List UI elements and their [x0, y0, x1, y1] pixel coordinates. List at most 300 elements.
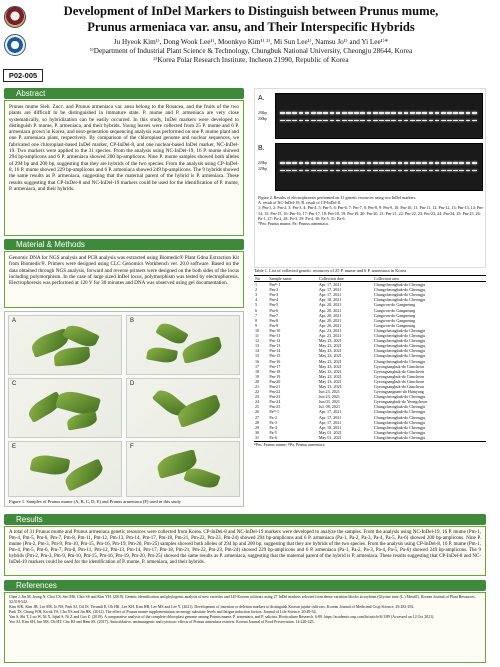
affiliation-1: ¹⁾Department of Industrial Plant Science & Technology, Chungbuk National University, Cheongju 28644, Korea: [89, 46, 413, 55]
gel-band: [336, 170, 341, 172]
gel-band: [360, 120, 365, 122]
leaf-shape: [146, 346, 178, 365]
collection-date-cell: May 23, 2021: [318, 368, 342, 374]
gel-b-label: B.: [258, 145, 265, 152]
figure-1: [4, 311, 244, 507]
gel-band: [466, 170, 471, 172]
gel-band: [422, 170, 427, 172]
collection-date-cell: May 23, 2021: [318, 353, 342, 359]
gel-band: [305, 170, 310, 172]
photo-label-f: F: [130, 444, 134, 450]
sample-name-cell: Pm-16: [269, 358, 281, 364]
no-cell: 2: [255, 287, 258, 293]
sample-name-cell: Pm-3: [269, 292, 279, 298]
gel-band: [379, 120, 384, 122]
gel-band: [385, 112, 390, 114]
collection-area-cell: Chungcheongbuk-do Cheongju: [373, 409, 426, 415]
no-cell: 16: [255, 358, 260, 364]
gel-band: [385, 120, 390, 122]
leaf-shape: [30, 453, 71, 477]
gel-band: [472, 162, 477, 164]
methods-text: Genomic DNA for NGS analysis and PCR analysis was extracted using Biomedic® Plant Gdna Extraction Kit from Biomedic®. Primers were designed using CLC Genomics Workbench ver. 20.0 software. Based on the data obtained through NGS analysis, forward and reverse primers were designed on the both sides of the locus including polymorphism. In the case of large sized InDel locus, polymorphism was tested by electrophoresis. Electrophoresis was performed at 120 V for 30 minutes and DNA was observed using gel documentation.: [9, 255, 239, 287]
gel-band: [416, 170, 421, 172]
sample-name-cell: Pm-22: [269, 389, 281, 395]
collection-date-cell: Apr. 20, 2021: [318, 317, 342, 323]
gel-band: [441, 162, 446, 164]
collection-date-cell: May 23, 2021: [318, 348, 342, 354]
sample-name-cell: Pm-15: [269, 353, 281, 359]
collection-date-cell: May 23, 2021: [318, 383, 342, 389]
gel-band: [317, 120, 322, 122]
table-1: [254, 275, 486, 511]
collection-area-cell: Chungcheongbuk-do Cheongju: [373, 419, 426, 425]
gel-band: [441, 120, 446, 122]
author-list: Ju Hyeok Kim¹⁾, Dong Wook Lee¹⁾, Moonkyo Kim¹⁾ ²⁾, Mi Sun Lee¹⁾, Namsu Jo¹⁾ and Yi Lee¹⁾*: [113, 38, 389, 46]
collection-date-cell: Jun 03, 2021: [318, 399, 340, 405]
leaf-shape: [53, 346, 90, 366]
gel-band: [286, 170, 291, 172]
collection-date-cell: May 23, 2021: [318, 363, 342, 369]
collection-date-cell: Apr. 23, 2021: [318, 327, 342, 333]
sample-photo-e: [8, 441, 122, 497]
sample-name-cell: Pm-4: [269, 297, 279, 303]
gel-band: [348, 120, 353, 122]
collection-date-cell: May 23, 2021: [318, 338, 342, 344]
gel-band: [391, 170, 396, 172]
gel-band: [367, 162, 372, 164]
collection-area-cell: Gangwon-do Gangneung: [373, 317, 416, 323]
gel-band: [317, 112, 322, 114]
sample-name-cell: Pm-20: [269, 378, 281, 384]
collection-date-cell: May 01, 2021: [318, 434, 342, 440]
gel-band: [280, 170, 285, 172]
leaf-shape: [175, 394, 223, 428]
gel-band: [435, 112, 440, 114]
leaf-shape: [183, 465, 220, 492]
gel-band: [447, 162, 452, 164]
gel-band: [429, 170, 434, 172]
gel-band: [323, 162, 328, 164]
gel-band: [330, 120, 335, 122]
gel-band: [379, 162, 384, 164]
gel-band: [441, 112, 446, 114]
gel-band: [305, 112, 310, 114]
gel-band: [336, 162, 341, 164]
collection-area-cell: Gyeongsangbuk-do Gimcheon: [373, 373, 425, 379]
collection-date-cell: May 01, 2021: [318, 429, 342, 435]
sample-name-cell: Pm-2: [269, 287, 279, 293]
collection-date-cell: Apr. 18, 2021: [318, 297, 342, 303]
gel-band: [305, 120, 310, 122]
gel-band: [299, 162, 304, 164]
collection-date-cell: May 23, 2021: [318, 343, 342, 349]
no-cell: 15: [255, 353, 260, 359]
sample-photo-d: [126, 378, 240, 438]
no-cell: 6: [255, 307, 258, 313]
collection-area-cell: Chungcheongbuk-do Cheongju: [373, 297, 426, 303]
gel-band: [435, 162, 440, 164]
gel-band: [299, 120, 304, 122]
collection-date-cell: Apr. 17, 2021: [318, 414, 342, 420]
gel-band: [292, 162, 297, 164]
gel-band: [311, 112, 316, 114]
no-cell: 28: [255, 419, 260, 425]
collection-date-cell: Apr. 17, 2021: [318, 292, 342, 298]
gel-band: [459, 112, 464, 114]
gel-band: [422, 162, 427, 164]
gel-band: [398, 120, 403, 122]
collection-area-cell: Gangwon-do Gangneung: [373, 312, 416, 318]
no-cell: 21: [255, 383, 260, 389]
no-cell: 3: [255, 292, 258, 298]
sample-name-cell: Pm-18: [269, 368, 281, 374]
col-no: No: [254, 276, 268, 282]
gel-band: [379, 170, 384, 172]
collection-area-cell: Chungcheongbuk-do Cheongju: [373, 338, 426, 344]
gel-band: [336, 112, 341, 114]
sample-name-cell: Pm-6: [269, 307, 279, 313]
gel-band: [354, 112, 359, 114]
reference-item: Chen J, Jin M, Jeong N, Choi CS, Seo MS, Choi SS and Kim YH. (2019). Genetic identification and phylogenic analysis of new varieties and 149 Korean cultivars using 27 InDel markers selected from dense variation blocks in soybean (Glycine max (L.) Merrill). Korean Journal of Plant Resources. 32:519-542.: [9, 595, 476, 604]
gel-band: [373, 162, 378, 164]
gel-band: [342, 162, 347, 164]
gel-band: [286, 162, 291, 164]
gel-b-size-2: 229bp: [258, 167, 267, 171]
gel-band: [453, 170, 458, 172]
methods-heading: Material & Methods: [4, 239, 244, 250]
photo-label-e: E: [12, 444, 17, 450]
collection-date-cell: Apr. 20, 2021: [318, 322, 342, 328]
gel-band: [391, 120, 396, 122]
leaf-shape: [66, 412, 98, 431]
gel-band: [447, 170, 452, 172]
sample-photo-f: [126, 441, 240, 497]
gel-band: [398, 170, 403, 172]
gel-band: [435, 170, 440, 172]
gel-band: [404, 120, 409, 122]
gel-band: [323, 170, 328, 172]
gel-band: [330, 170, 335, 172]
sample-photo-b: [126, 315, 240, 375]
sample-name-cell: Pa-6: [269, 434, 277, 440]
gel-band: [330, 162, 335, 164]
leaf-shape: [180, 336, 223, 364]
references-list: [5, 593, 485, 626]
collection-area-cell: Gangwon-do Gangneung: [373, 302, 416, 308]
collection-area-cell: Gyeongsangbuk-do Gimcheon: [373, 363, 425, 369]
gel-band: [447, 120, 452, 122]
sample-name-cell: Pm-8: [269, 317, 279, 323]
gel-band: [416, 112, 421, 114]
gel-band: [354, 162, 359, 164]
collection-date-cell: Apr. 23, 2021: [318, 333, 342, 339]
gel-band: [330, 112, 335, 114]
gel-band: [373, 112, 378, 114]
no-cell: 4: [255, 297, 258, 303]
gel-image-a: [275, 93, 483, 139]
gel-band: [466, 120, 471, 122]
gel-band: [404, 170, 409, 172]
gel-band: [299, 112, 304, 114]
collection-date-cell: Jun 23, 2021: [318, 389, 340, 395]
collection-date-cell: Jul. 08, 2021: [318, 404, 340, 410]
sample-name-cell: Pa-3: [269, 419, 277, 425]
gel-band: [410, 162, 415, 164]
gel-a-size-1: 294bp: [258, 111, 267, 115]
gel-band: [323, 120, 328, 122]
no-cell: 22: [255, 389, 260, 395]
gel-band: [317, 170, 322, 172]
collection-area-cell: Chungcheongbuk-do Cheongju: [373, 414, 426, 420]
gel-band: [391, 112, 396, 114]
photo-label-d: D: [130, 381, 135, 387]
gel-band: [410, 112, 415, 114]
gel-band: [280, 120, 285, 122]
gel-band: [472, 170, 477, 172]
gel-band: [292, 112, 297, 114]
sample-name-cell: Pm-23: [269, 394, 281, 400]
gel-band: [429, 120, 434, 122]
no-cell: 13: [255, 343, 260, 349]
results-heading: Results: [4, 514, 486, 525]
collection-date-cell: Apr. 20, 2021: [318, 312, 342, 318]
gel-band: [472, 112, 477, 114]
gel-band: [459, 170, 464, 172]
results-text: A total of 31 Prunus mume and Prunus armeniaca genetic resources were collected from Korea. CP-InDel-8 and NC-InDel-19 markers were developed to analyze the samples. From the analysis using NC-InDel-19, 16 P. mume (Pm-1, Pm-4, Pm-5, Pm-6, Pm-7, Pm-8, Pm-11, Pm-12, Pm-13, Pm-14, Pm-17, Pm-18, Pm-21, Pm-22, Pm-23, Pm-24) showed 294 bp-amplicons and 6 P. armeniaca (Pa-1, Pa-2, Pa-3, Pa-4, Pa-5, Pa-6) showed 200 bp-amplicons. Nine P. mume (Pm-2, Pm-3, Pm-9, Pm-10, Pm-15, Pm-16, Pm-19, Pm-20, Pm-25) samples showed both alleles of 294 bp and 200 bp, suggesting that they are hybrids of the two species. From the analysis using CP-InDel-8, 16 P. mume (Pm-1, Pm-4, Pm-5, Pm-6, Pm-7, Pm-8, Pm-11, Pm-12, Pm-13, Pm-14, Pm-17, Pm-18, Pm-21, Pm-22, Pm-23, Pm-24) showed 229 bp-amplicons and 6 P. armeniaca (Pa-1, Pa-2, Pa-3, Pa-4, Pa-5, Pa-6) showed 249 bp-amplicons. The 9 hybrids (Pm-2, Pm-3, Pm-9, Pm-10, Pm-15, Pm-16, Pm-19, Pm-20, Pm-25) showed the same results as P. armeniaca, suggesting that the maternal parent of the hybrid is P. armeniaca. These results suggesting that CP-InDel-8 and NC-InDel-19 markers could be used for the identification of P. mume, P. armeniaca, and their hybrids.: [9, 530, 481, 565]
sample-name-cell: Pm-7: [269, 312, 279, 318]
references-box: [4, 592, 486, 663]
collection-area-cell: Gyeongsangbuk-do Yeongcheon: [373, 399, 428, 405]
gel-band: [311, 162, 316, 164]
collection-area-cell: Gangwon-do Gangneung: [373, 307, 416, 313]
collection-date-cell: Apr. 20, 2021: [318, 307, 342, 313]
sample-name-cell: Pm-25: [269, 404, 281, 410]
collection-area-cell: Gyeongsangbuk-do Gimcheon: [373, 378, 425, 384]
collection-area-cell: Chungcheongbuk-do Cheongju: [373, 343, 426, 349]
collection-date-cell: Apr. 17, 2021: [318, 282, 342, 288]
photo-label-c: C: [12, 381, 17, 387]
reference-item: Park TS, Chung WH, Kwak YS, Cho YS and Jin HK. (2012). The effect of Prunus mume supplementation on energy substrate levels and fatigue induction factors. Journal of Life Science. 20:49-54.: [9, 609, 317, 614]
gel-band: [342, 120, 347, 122]
collection-area-cell: Chungcheongbuk-do Cheongju: [373, 292, 426, 298]
table-1-body: [254, 282, 486, 440]
figure-2: [254, 88, 486, 268]
gel-band: [373, 170, 378, 172]
gel-band: [385, 162, 390, 164]
gel-band: [286, 112, 291, 114]
sample-name-cell: Pa²⁾-1: [269, 409, 280, 415]
gel-band: [360, 162, 365, 164]
abstract-heading: Abstract: [4, 88, 244, 99]
collection-date-cell: Apr. 17, 2021: [318, 419, 342, 425]
gel-band: [299, 170, 304, 172]
collection-area-cell: Chungcheongbuk-do Cheongju: [373, 404, 426, 410]
gel-band: [429, 162, 434, 164]
sample-name-cell: Pm-11: [269, 333, 281, 339]
collection-area-cell: Chungcheongbuk-do Cheongju: [373, 358, 426, 364]
sample-photo-a: [8, 315, 122, 375]
collection-date-cell: Jun 23, 2021: [318, 394, 340, 400]
gel-a-label: A.: [258, 95, 265, 102]
collection-area-cell: Gyeongsangbuk-do Gimcheon: [373, 383, 425, 389]
gel-band: [348, 162, 353, 164]
no-cell: 18: [255, 368, 260, 374]
no-cell: 7: [255, 312, 258, 318]
gel-band: [429, 112, 434, 114]
no-cell: 12: [255, 338, 260, 344]
collection-date-cell: Apr. 20, 2021: [318, 302, 342, 308]
gel-band: [404, 112, 409, 114]
collection-area-cell: Chungcheongbuk-do Cheongju: [373, 353, 426, 359]
gel-band: [435, 120, 440, 122]
gel-band: [360, 112, 365, 114]
gel-band: [354, 170, 359, 172]
sample-name-cell: Pm-17: [269, 363, 281, 369]
sample-photo-c: [8, 378, 122, 438]
gel-band: [398, 162, 403, 164]
reference-item: Yan S, Shi T, Luo W, Ni X, Iqbal S, Ni Z and Gao Z. (2019). A comparative analysis of the complete chloroplast genome among Prunus mume, P. armeniaca, and P. salicina. Horticulture Research. 6:89. https://academic.oup.com/hr/article/6/1/89 (Accessed on 12 Oct 2021).: [9, 614, 435, 619]
sample-name-cell: Pm-24: [269, 399, 281, 405]
gel-band: [441, 170, 446, 172]
col-sample-name: Sample name: [268, 276, 317, 282]
sample-name-cell: Pm-21: [269, 383, 281, 389]
reference-item: Kim SJK, Kim JH, Lee MS, Jo NS, Park SJ, Gil JS, Yerumlt E, Oh HK, Lee KH, Kim HB, Lee MS and Lee Y. (2021). Development of insertion or deletion markers to distinguish Korean jujube cultivars. Korean Journal of Medicinal Crop Science. 29:282-292.: [9, 604, 415, 609]
collection-date-cell: Apr. 18, 2021: [318, 424, 342, 430]
col-collection-area: Collection area: [373, 276, 486, 282]
sample-name-cell: Pm-5: [269, 302, 279, 308]
collection-area-cell: Chungcheongbuk-do Cheongju: [373, 434, 426, 440]
abstract-text: Prunus mume Sieb. Zucc. and Prunus armeniaca var. ansu belong to the Rosacea, and the fruits of the two plants are difficult to be distinguished in immature state. P. mume and P. armeniaca are very close systematically, so hybridization can be easily occurred. In this study, InDel markers were developed to distinguish P. mume, P. armeniaca, and their hybrids. Young leaves were collected from 25 P. mume and 6 P. armeniaca grown in Korea, and next-generation sequencing analysis was performed on one P. mume plant and one P. armeniaca plant, respectively. By comparison of the chloroplast genome and nuclear sequences, we fabricated one chloroplast-based InDel marker, CP-InDel-8, and one nuclear-based InDel marker, NC-InDel-19. Two markers were applied to the 31 species. From the analysis using NC-InDel-19, 16 P. mume showed 294 bp-amplicons and 6 P. armeniaca showed 200 bp-amplicons. Nine P. mume samples showed both alleles of 294 bp and 200 bp, suggesting that they are hybrids of the two species. From the analysis using CP-InDel-8, 16 P. mume showed 229 bp-amplicons and 6 P. armeniaca showed 249 bp-amplicons. The 9 hybrids showed the same results as P. armeniaca, suggesting that the maternal parent of the hybrid is P. armeniaca. These results suggesting that CP-InDel-8 and NC-InDel-19 markers could be used for the identification of P. mume, P. armeniaca, and their hybrids.: [9, 104, 239, 192]
title-line-1: Development of InDel Markers to Distinguish between Prunus mume,: [63, 4, 439, 18]
no-cell: 1: [255, 282, 258, 288]
gel-band: [466, 112, 471, 114]
sample-name-cell: Pm-12: [269, 338, 281, 344]
leaf-shape: [155, 320, 188, 348]
collection-date-cell: May 23, 2021: [318, 373, 342, 379]
abstract-box: [4, 100, 244, 236]
collection-area-cell: Chungcheongbuk-do Cheongju: [373, 282, 426, 288]
no-cell: 31: [255, 434, 260, 440]
gel-band: [280, 112, 285, 114]
collection-area-cell: Chungcheongbuk-do Cheongju: [373, 429, 426, 435]
gel-band: [391, 162, 396, 164]
no-cell: 24: [255, 399, 260, 405]
no-cell: 27: [255, 414, 260, 420]
collection-area-cell: Chungcheongbuk-do Cheongju: [373, 394, 426, 400]
no-cell: 11: [255, 333, 259, 339]
col-collection-date: Collection date: [318, 276, 373, 282]
title-line-2: Prunus armeniaca var. ansu, and Their Interspecific Hybrids: [87, 20, 415, 34]
gel-b-size-1: 249bp: [258, 161, 267, 165]
gel-band: [323, 112, 328, 114]
collection-date-cell: May 23, 2021: [318, 378, 342, 384]
figure-2-caption: Figure 2. Results of electrophoresis performed on 31 genetic resources using two InDel markers. A. result of NC-InDel-19, B. result of CP-InDel-8. 1: Pm-1, 2: Pm-2, 3: Pm-3, 4: Pm-4, 5: Pm-5, 6: Pm-6, 7: Pm-7, 8: Pm-8, 9: Pm-9, 10: Pm-10, 11: Pm-11, 12: Pm-12, 13: Pm-13, 14: Pm-14, 15: Pm-15, 16: Pm-16, 17: Pm-17, 18: Pm-18, 19: Pm-19, 20: Pm-20, 21: Pm-21, 22: Pm-22, 23: Pm-23, 24: Pm-24, 25: Pm-25, 26: Pa-1, 27: Pa-2, 28: Pa-3, 29: Pa-4, 30: Pa-5, 31: Pa-6 *Pm: Prunus mume, Pa: Prunus armeniaca.: [258, 195, 484, 227]
gel-band: [342, 170, 347, 172]
no-cell: 5: [255, 302, 258, 308]
collection-area-cell: Chungcheongbuk-do Cheongju: [373, 424, 426, 430]
methods-box: [4, 251, 244, 308]
sample-name-cell: Pa-4: [269, 424, 277, 430]
gel-band: [367, 112, 372, 114]
gel-band: [360, 170, 365, 172]
gel-band: [398, 112, 403, 114]
gel-band: [459, 162, 464, 164]
gel-band: [292, 120, 297, 122]
gel-band: [472, 120, 477, 122]
collection-area-cell: Gyeongsangnam-do Hamyang: [373, 389, 424, 395]
gel-band: [336, 120, 341, 122]
gel-band: [354, 120, 359, 122]
gel-band: [410, 120, 415, 122]
photo-label-a: A: [12, 318, 17, 324]
gel-band: [367, 120, 372, 122]
author-block: [20, 38, 482, 64]
gel-band: [416, 162, 421, 164]
photo-label-b: B: [130, 318, 135, 324]
gel-band: [379, 112, 384, 114]
no-cell: 20: [255, 378, 260, 384]
gel-band: [385, 170, 390, 172]
gel-band: [422, 120, 427, 122]
collection-area-cell: Chungcheongbuk-do Cheongju: [373, 348, 426, 354]
collection-date-cell: Apr. 17, 2021: [318, 287, 342, 293]
no-cell: 30: [255, 429, 260, 435]
gel-band: [348, 112, 353, 114]
sample-name-cell: Pm¹⁾-1: [269, 282, 281, 288]
gel-image-b: [275, 143, 483, 191]
sample-name-cell: Pm-19: [269, 373, 281, 379]
figure-1-caption: Figure 1. Samples of Prunus mume (A, B, C, D, E) and Prunus armeniaca (F) used in this study: [9, 499, 181, 504]
gel-band: [459, 120, 464, 122]
sample-name-cell: Pa-5: [269, 429, 277, 435]
gel-band: [410, 170, 415, 172]
gel-band: [453, 120, 458, 122]
reference-item: Yoo SJ, Kim SH, Jun MS, Oh HT, Cho HJ and Ham SS. (2017). Antioxidative, antimutagenic and cytotoxic effects of Prunus armeniaca extracts. Korean Journal of Food Preservation. 14:220-225.: [9, 619, 315, 624]
gel-band: [292, 170, 297, 172]
gel-band: [466, 162, 471, 164]
poster-code: P02-005: [3, 69, 43, 82]
gel-band: [404, 162, 409, 164]
gel-band: [422, 112, 427, 114]
collection-date-cell: Apr. 17, 2021: [318, 409, 342, 415]
no-cell: 29: [255, 424, 260, 430]
no-cell: 25: [255, 404, 260, 410]
collection-date-cell: May 23, 2021: [318, 358, 342, 364]
sample-name-cell: Pm-10: [269, 327, 281, 333]
no-cell: 26: [255, 409, 260, 415]
no-cell: 14: [255, 348, 260, 354]
gel-band: [311, 120, 316, 122]
no-cell: 9: [255, 322, 258, 328]
table-1-title: Table 1. List of collected genetic resources of 25 P. mume and 6 P. armeniaca in Korea: [254, 268, 406, 273]
sample-name-cell: Pm-9: [269, 322, 279, 328]
no-cell: 10: [255, 327, 260, 333]
collection-area-cell: Chungcheongbuk-do Cheongju: [373, 333, 426, 339]
gel-band: [317, 162, 322, 164]
gel-band: [367, 170, 372, 172]
gel-band: [416, 120, 421, 122]
collection-area-cell: Gangwon-do Gangneung: [373, 322, 416, 328]
no-cell: 23: [255, 394, 260, 400]
gel-band: [286, 120, 291, 122]
affiliation-2: ²⁾Korea Polar Research Institute, Incheon 21990, Republic of Korea: [153, 55, 349, 64]
gel-band: [280, 162, 285, 164]
gel-band: [453, 112, 458, 114]
sample-name-cell: Pm-14: [269, 348, 281, 354]
collection-area-cell: Gyeongsangbuk-do Gimcheon: [373, 368, 425, 374]
no-cell: 17: [255, 363, 260, 369]
table-row: [254, 435, 486, 440]
